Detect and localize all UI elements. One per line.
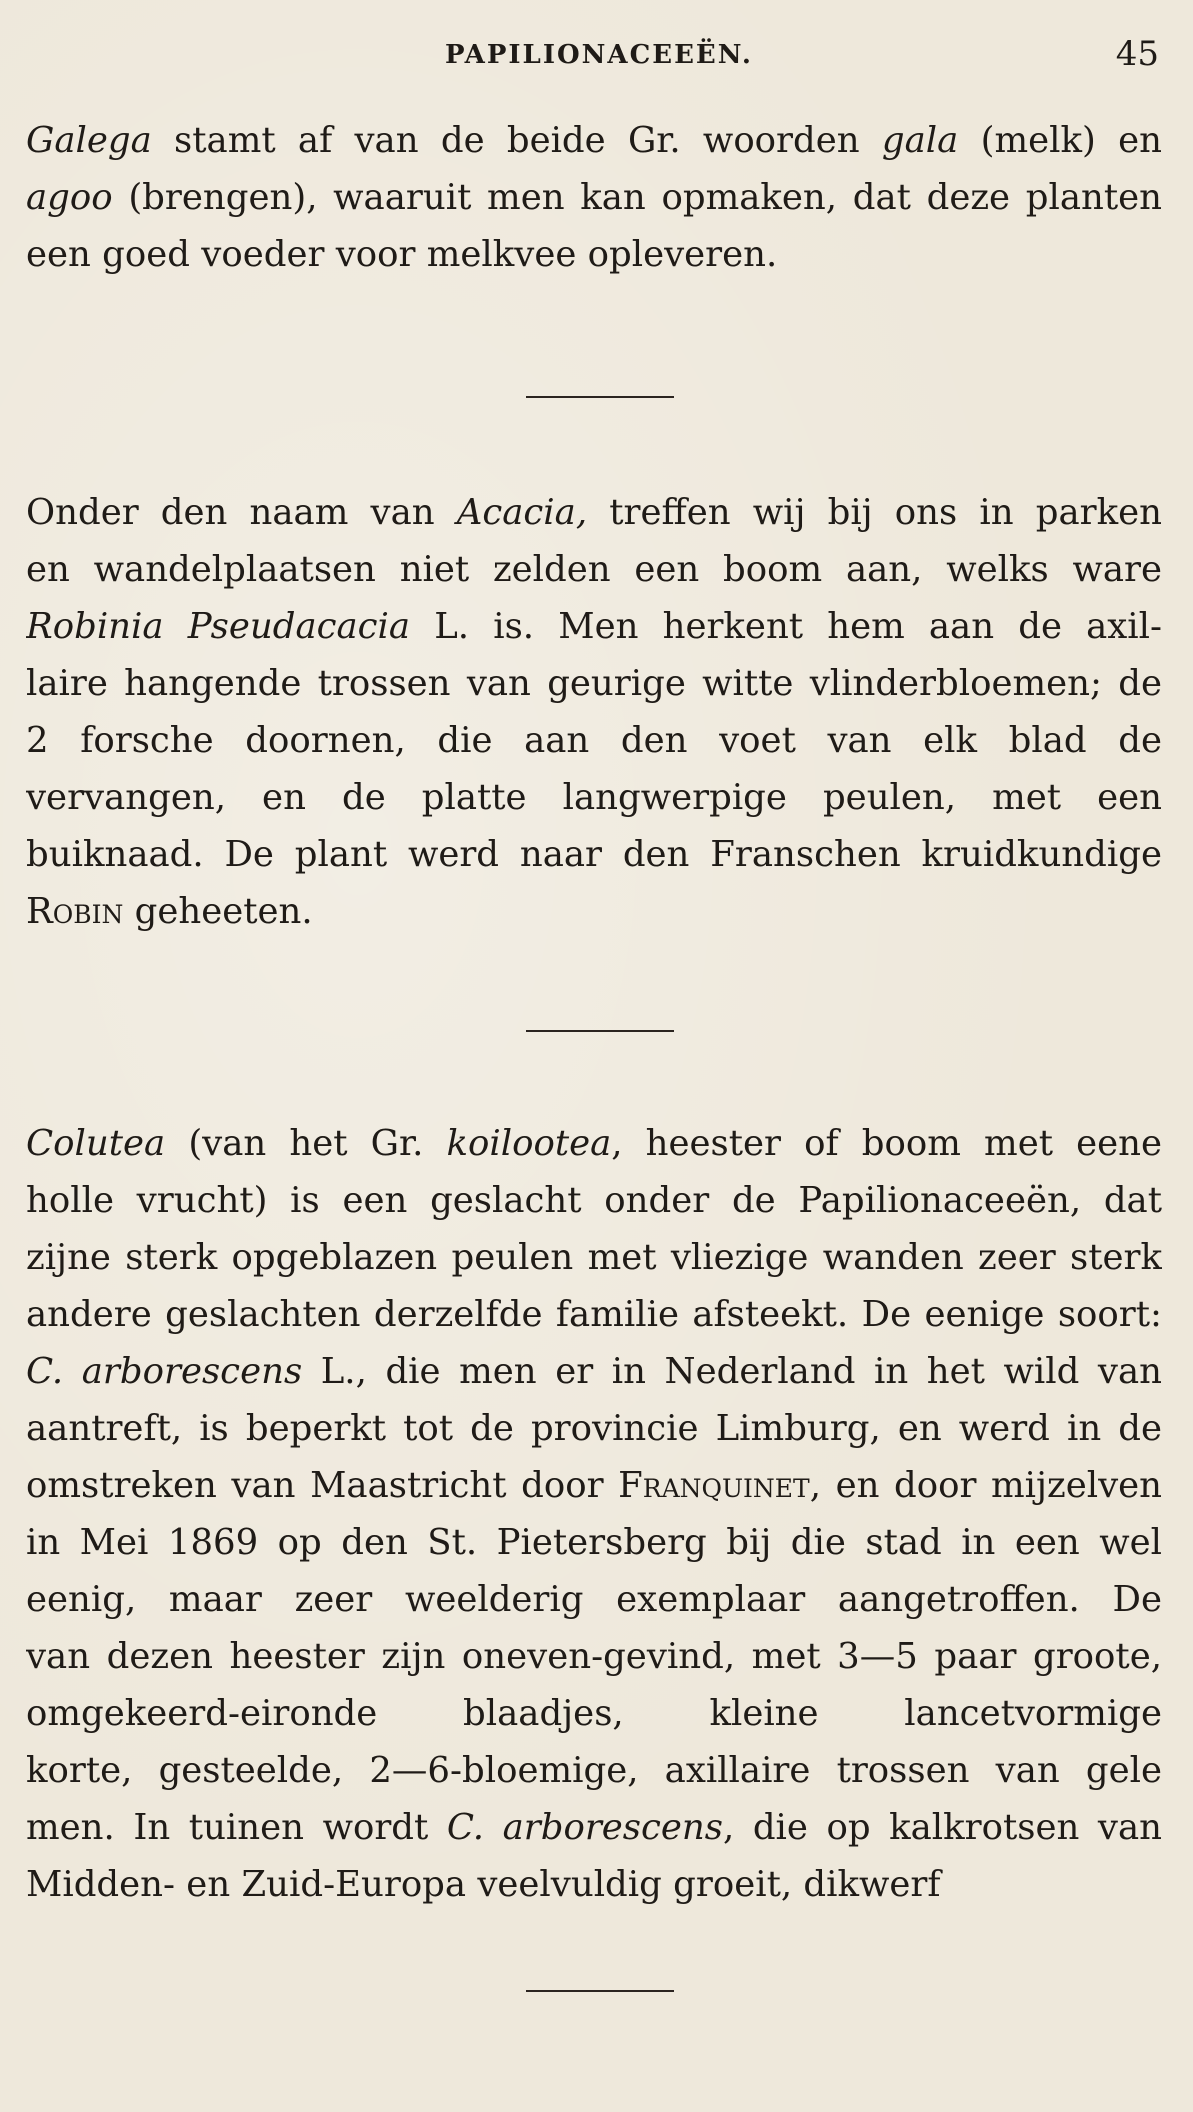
italic-term: C. arborescens xyxy=(26,1351,303,1392)
text-line xyxy=(26,826,1162,883)
text-line xyxy=(26,112,1162,169)
text-run: een goed voeder voor melkvee opleveren. xyxy=(26,234,778,275)
text-line xyxy=(26,769,1162,826)
text-run: (melk) en xyxy=(958,120,1162,161)
italic-term: koilootea xyxy=(446,1123,612,1164)
text-run: Onder den naam van xyxy=(26,492,457,533)
text-run: en wandelplaatsen niet zelden een boom aan, welks ware xyxy=(26,549,1162,590)
italic-term: Colutea xyxy=(26,1123,166,1164)
running-title: PAPILIONACEEËN. xyxy=(445,40,753,70)
text-run: men. In tuinen wordt xyxy=(26,1807,447,1848)
text-run: treffen wij bij ons in parken xyxy=(587,492,1162,533)
text-line xyxy=(26,1856,1162,1913)
text-line xyxy=(26,1343,1162,1400)
section-divider xyxy=(526,1990,674,1992)
text-run: Midden- en Zuid-Europa veelvuldig groeit, dikwerf xyxy=(26,1864,941,1905)
text-run: buiknaad. De plant werd naar den Franschen kruidkundige xyxy=(26,834,1162,875)
text-line xyxy=(26,484,1162,541)
text-line xyxy=(26,1685,1162,1742)
text-run: , die op kalkrotsen van xyxy=(723,1807,1162,1848)
text-line xyxy=(26,1628,1162,1685)
text-run: in Mei 1869 op den St. Pietersberg bij die stad in een wel xyxy=(26,1522,1162,1563)
text-line xyxy=(26,226,1162,283)
text-run: omstreken van Maastricht door xyxy=(26,1465,619,1506)
text-run: stamt af van de beide Gr. woorden xyxy=(151,120,882,161)
text-run: (van het Gr. xyxy=(165,1123,447,1164)
text-run: van dezen heester zijn oneven-gevind, met 3—5 paar groote, xyxy=(26,1636,1162,1677)
text-line xyxy=(26,1742,1162,1799)
text-run: andere geslachten derzelfde familie afsteekt. De eenige soort: xyxy=(26,1294,1162,1335)
section-divider xyxy=(526,1030,674,1032)
page-number: 45 xyxy=(1115,34,1159,74)
text-run: L., die men er in Nederland in het wild van xyxy=(302,1351,1162,1392)
text-line xyxy=(26,1229,1162,1286)
text-line xyxy=(26,541,1162,598)
text-line xyxy=(26,1571,1162,1628)
text-line xyxy=(26,1286,1162,1343)
italic-term: gala xyxy=(881,120,959,161)
text-run: holle vrucht) is een geslacht onder de Papilionaceeën, dat xyxy=(26,1180,1162,1221)
author-name: Robin xyxy=(26,891,124,932)
text-run: vervangen, en de platte langwerpige peulen, met een xyxy=(26,777,1162,818)
text-line xyxy=(26,1400,1162,1457)
text-line xyxy=(26,1457,1162,1514)
text-line xyxy=(26,655,1162,712)
paragraph-galega xyxy=(26,112,1162,283)
text-line xyxy=(26,598,1162,655)
text-run: laire hangende trossen van geurige witte vlinderbloemen; de xyxy=(26,663,1162,704)
text-run: aantreft, is beperkt tot de provincie Limburg, en werd in de xyxy=(26,1408,1162,1449)
text-line xyxy=(26,1799,1162,1856)
text-line xyxy=(26,712,1162,769)
author-name: Franquinet xyxy=(618,1465,810,1506)
italic-term: agoo xyxy=(26,177,113,218)
italic-term: Galega xyxy=(26,120,152,161)
italic-term: Acacia, xyxy=(456,492,588,533)
text-run: omgekeerd-eironde blaadjes, kleine lancetvormige xyxy=(26,1693,1162,1734)
text-line xyxy=(26,169,1162,226)
text-run: , heester of boom met eene xyxy=(611,1123,1162,1164)
text-run: (brengen), waaruit men kan opmaken, dat deze planten xyxy=(112,177,1162,218)
text-line xyxy=(26,883,1162,940)
text-line xyxy=(26,1514,1162,1571)
paragraph-acacia xyxy=(26,484,1162,940)
text-line xyxy=(26,1172,1162,1229)
text-run: korte, gesteelde, 2—6-bloemige, axillaire trossen van gele xyxy=(26,1750,1162,1791)
paragraph-colutea xyxy=(26,1115,1162,1913)
text-run: eenig, maar zeer weelderig exemplaar aangetroffen. De xyxy=(26,1579,1162,1620)
italic-term: C. arborescens xyxy=(446,1807,723,1848)
running-head xyxy=(0,30,1193,80)
text-run: 2 forsche doornen, die aan den voet van elk blad de xyxy=(26,720,1162,761)
italic-term: Robinia Pseudacacia xyxy=(26,606,411,647)
text-run: , en door mijzelven xyxy=(809,1465,1162,1506)
section-divider xyxy=(526,396,674,398)
text-run: L. is. Men herkent hem aan de axil- xyxy=(410,606,1162,647)
text-line xyxy=(26,1115,1162,1172)
text-run: geheeten. xyxy=(123,891,313,932)
text-run: zijne sterk opgeblazen peulen met vliezige wanden zeer sterk xyxy=(26,1237,1162,1278)
